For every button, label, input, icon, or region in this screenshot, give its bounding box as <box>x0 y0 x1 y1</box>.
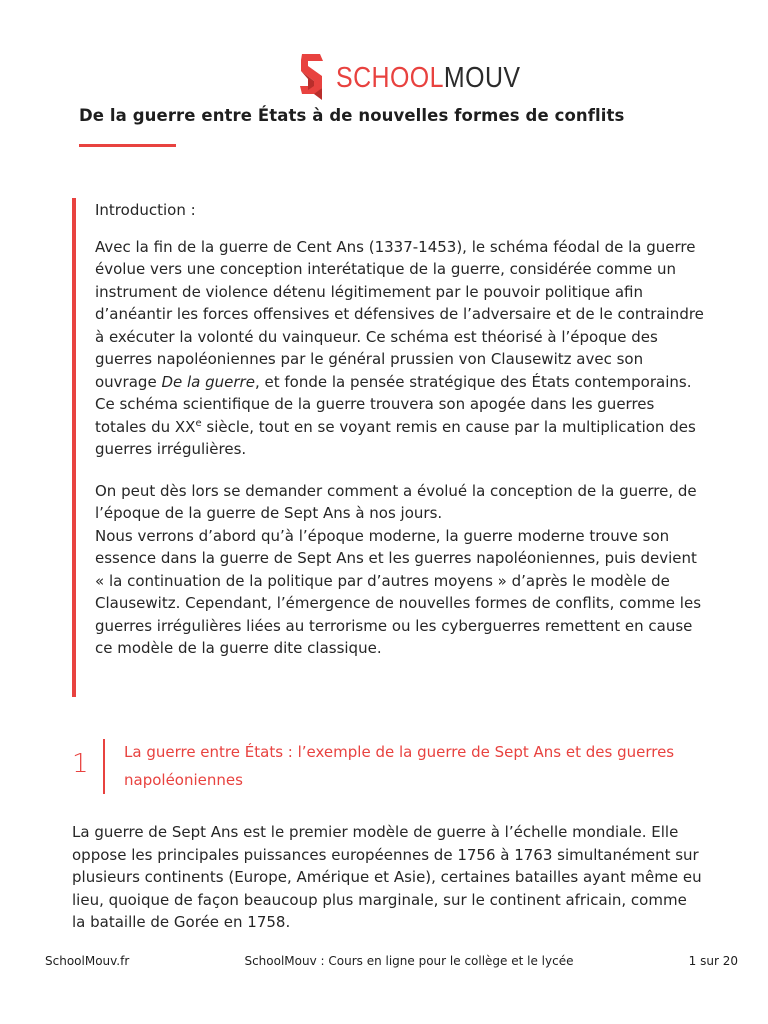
document-title: De la guerre entre États à de nouvelles formes de conflits <box>79 106 625 125</box>
section-body-paragraph: La guerre de Sept Ans est le premier modèle de guerre à l’échelle mondiale. Elle oppose les principales puissances européennes de 1756 à 1763 simultanément sur plusieurs continents (Europe, Amérique et Asie), certaines batailles ayant même eu lieu, quoique de façon beaucoup plus marginale, sur le continent africain, comme la bataille de Gorée en 1758. <box>72 823 702 931</box>
intro-paragraph-1: Avec la fin de la guerre de Cent Ans (1337-1453), le schéma féodal de la guerre évolue vers une conception interétatique de la guerre, considérée comme un instrument de violence détenu légitimement par le pouvoir politique afin d’anéantir les forces offensives et défensives de l’adversaire et de le contraindre à exécuter la volonté du vainqueur. Ce schéma est théorisé à l’époque des guerres napoléoniennes par le général prussien von Clausewitz avec son ouvrage De la guerre, et fonde la pensée stratégique des États contemporains. Ce schéma scientifique de la guerre trouvera son apogée dans les guerres totales du XXe siècle, tout en se voyant remis en cause par la multiplication des guerres irrégulières. <box>95 237 704 458</box>
introduction-label: Introduction : <box>95 201 196 219</box>
footer-site: SchoolMouv.fr <box>45 954 130 968</box>
section-number: 1 <box>72 749 89 779</box>
brand-wordmark: SCHOOLMOUV <box>336 61 521 94</box>
schoolmouv-s-icon <box>298 52 330 102</box>
footer-tagline: SchoolMouv : Cours en ligne pour le collège et le lycée <box>244 954 574 968</box>
section-divider <box>103 739 105 794</box>
intro-accent-bar <box>72 198 76 697</box>
section-title: La guerre entre États : l’exemple de la guerre de Sept Ans et des guerres napoléoniennes <box>124 743 675 789</box>
page-footer <box>45 954 738 968</box>
schoolmouv-logo <box>298 52 550 102</box>
title-underline <box>79 144 176 147</box>
intro-paragraph-2: On peut dès lors se demander comment a évolué la conception de la guerre, de l’époque de la guerre de Sept Ans à nos jours. <box>95 481 697 522</box>
book-title: De la guerre <box>161 372 255 391</box>
page-number: 1 sur 20 <box>688 954 738 968</box>
introduction-block <box>95 199 705 660</box>
intro-paragraph-3: Nous verrons d’abord qu’à l’époque moderne, la guerre moderne trouve son essence dans la guerre de Sept Ans et les guerres napoléoniennes, puis devient « la continuation de la politique par d’autres moyens » d’après le modèle de Clausewitz. Cependant, l’émergence de nouvelles formes de conflits, comme les guerres irrégulières liées au terrorisme ou les cyberguerres remettent en cause ce modèle de la guerre dite classique. <box>95 526 702 657</box>
